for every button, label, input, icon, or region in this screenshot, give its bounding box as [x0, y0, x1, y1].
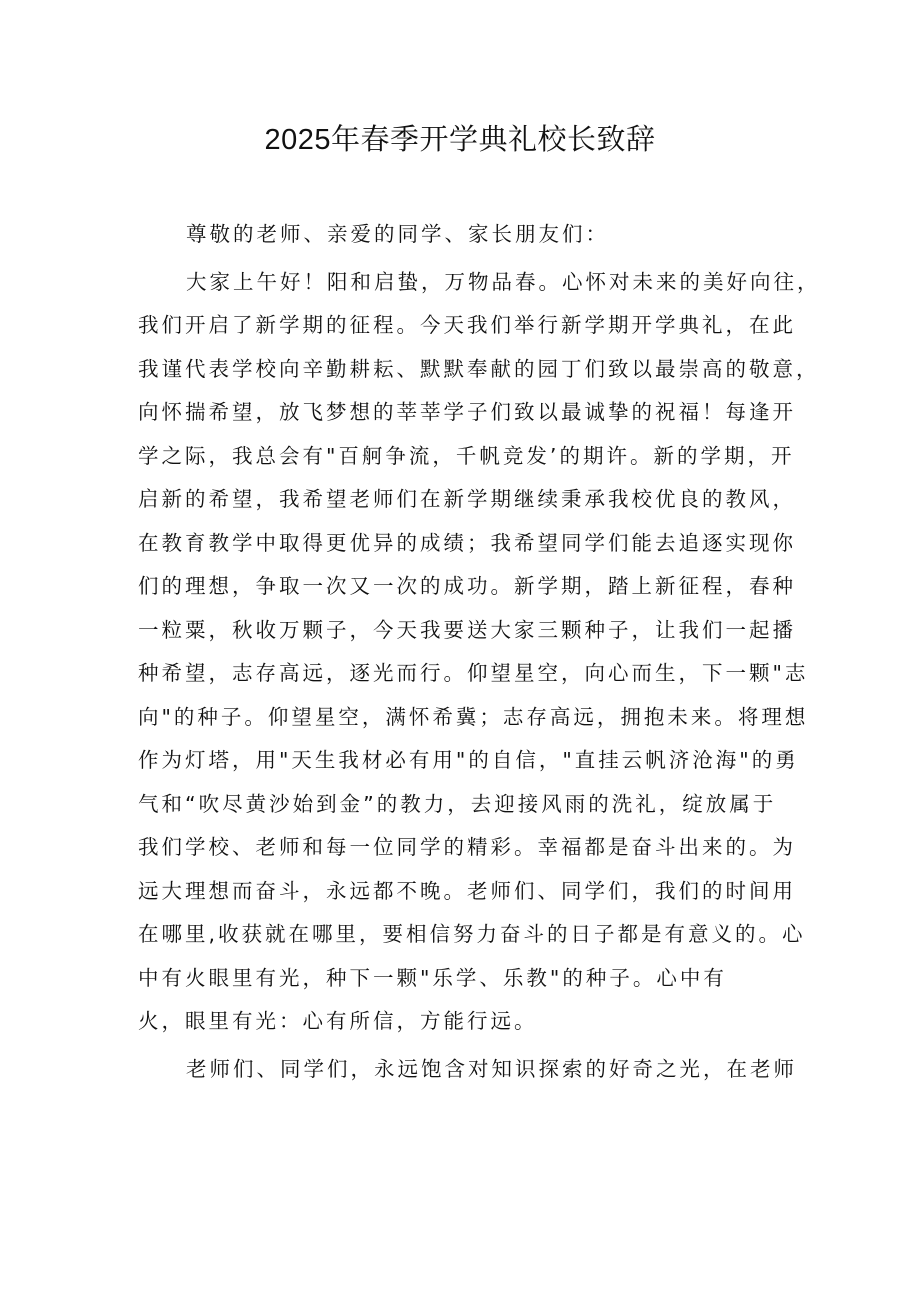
- paragraph-line: 向"的种子。仰望星空，满怀希冀；志存高远，拥抱未来。将理想: [138, 705, 809, 729]
- paragraph-line: 远大理想而奋斗，永远都不晚。老师们、同学们，我们的时间用: [138, 879, 796, 903]
- paragraph-line: 们的理想，争取一次又一次的成功。新学期，踏上新征程，春种: [138, 574, 796, 598]
- paragraph-line: 气和“吹尽黄沙始到金”的教力，去迎接风雨的洗礼，绽放属于: [138, 792, 777, 816]
- paragraph-line: 在哪里,收获就在哪里，要相信努力奋斗的日子都是有意义的。心: [138, 922, 806, 946]
- paragraph-line: 种希望，志存高远，逐光而行。仰望星空，向心而生，下一颗"志: [138, 661, 809, 685]
- paragraph-line: 一粒粟，秋收万颗子，今天我要送大家三颗种子，让我们一起播: [138, 618, 796, 642]
- paragraph-line: 作为灯塔，用"天生我材必有用"的自信，"直挂云帆济沧海"的勇: [138, 748, 799, 772]
- paragraph-line: 我们学校、老师和每一位同学的精彩。幸福都是奋斗出来的。为: [138, 835, 796, 859]
- paragraph-line: 中有火眼里有光，种下一颗"乐学、乐教"的种子。心中有: [138, 966, 727, 990]
- paragraph-line: 启新的希望，我希望老师们在新学期继续秉承我校优良的教风，: [138, 487, 796, 511]
- paragraph-line: 老师们、同学们，永远饱含对知识探索的好奇之光，在老师: [186, 1057, 797, 1081]
- salutation-line: 尊敬的老师、亲爱的同学、家长朋友们：: [186, 222, 609, 246]
- paragraph-line: 学之际，我总会有"百舸争流，千帆竞发’的期许。新的学期，开: [138, 444, 795, 468]
- paragraph-line: 我谨代表学校向辛勤耕耘、默默奉献的园丁们致以最崇高的敬意，: [138, 357, 820, 381]
- paragraph-line: 向怀揣希望，放飞梦想的莘莘学子们致以最诚挚的祝福！每逢开: [138, 400, 796, 424]
- paragraph-line: 在教育教学中取得更优异的成绩；我希望同学们能去追逐实现你: [138, 531, 796, 555]
- document-title: 2025年春季开学典礼校长致辞: [264, 124, 656, 156]
- paragraph-line: 我们开启了新学期的征程。今天我们举行新学期开学典礼，在此: [138, 313, 796, 337]
- paragraph-line: 大家上午好！阳和启蛰，万物品春。心怀对未来的美好向往，: [186, 270, 821, 294]
- paragraph-line: 火，眼里有光：心有所信，方能行远。: [138, 1009, 538, 1033]
